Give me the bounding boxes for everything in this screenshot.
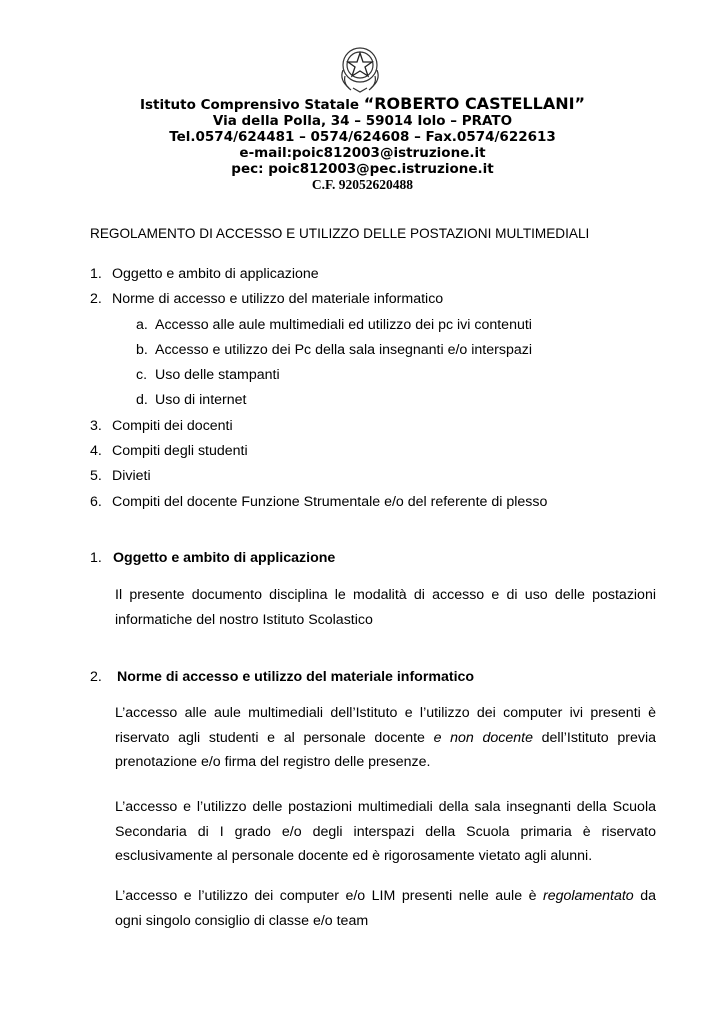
school-cf: C.F. 92052620488	[311, 177, 414, 192]
toc-text: Compiti degli studenti	[112, 443, 248, 460]
toc-num: c.	[136, 367, 148, 384]
toc-subitem	[90, 366, 690, 391]
toc-text: Oggetto e ambito di applicazione	[112, 266, 319, 282]
toc-item	[90, 417, 690, 442]
school-header	[0, 96, 725, 193]
text-run: da ogni singolo consiglio di classe e/o team	[115, 888, 656, 929]
section-2-paragraph-1	[115, 701, 656, 775]
toc-item	[90, 493, 690, 518]
section-2-paragraph-3	[115, 884, 656, 933]
toc-text: Compiti del docente Funzione Strumentale e/o del referente di plesso	[112, 493, 548, 510]
text-run: L’accesso alle aule multimediali dell’Istituto e l’utilizzo dei computer ivi presenti è riservato agli studenti e al personale docente	[115, 705, 656, 746]
toc-num: 3.	[90, 417, 102, 434]
toc-text: Divieti	[112, 468, 151, 485]
toc-subitem	[90, 316, 690, 341]
school-prefix: Istituto Comprensivo Statale	[139, 97, 364, 113]
section-title: Oggetto e ambito di applicazione	[113, 550, 336, 566]
toc-text: Uso di internet	[155, 392, 247, 409]
toc-item	[90, 442, 690, 467]
toc-text: Compiti dei docenti	[112, 417, 233, 434]
school-name: “ROBERTO CASTELLANI”	[363, 94, 586, 113]
section-num: 2.	[90, 669, 102, 685]
school-phone: Tel.0574/624481 – 0574/624608 – Fax.0574/622613	[169, 129, 556, 145]
text-run: L’accesso e l’utilizzo dei computer e/o LIM presenti nelle aule è	[115, 888, 543, 904]
text-run-italic: regolamentato	[543, 888, 634, 904]
toc-num: 1.	[90, 266, 102, 282]
text-run-italic: e non docente	[433, 729, 533, 746]
toc-num: d.	[136, 392, 148, 409]
toc-num: b.	[136, 341, 148, 358]
section-1-paragraph: Il presente documento disciplina le modalità di accesso e di uso delle postazioni informatiche del nostro Istituto Scolastico	[115, 587, 656, 628]
toc-text: Uso delle stampanti	[155, 367, 280, 384]
toc-item	[90, 265, 690, 290]
document-title: REGOLAMENTO DI ACCESSO E UTILIZZO DELLE POSTAZIONI MULTIMEDIALI	[90, 226, 590, 241]
section-num: 1.	[90, 550, 102, 566]
text-run: dell’Istituto previa prenotazione e/o firma del registro delle presenze.	[115, 729, 656, 770]
toc-num: a.	[136, 316, 148, 333]
toc-num: 4.	[90, 443, 102, 460]
toc-num: 6.	[90, 493, 102, 510]
table-of-contents	[90, 265, 690, 518]
section-1-heading	[90, 550, 335, 566]
toc-text: Accesso alle aule multimediali ed utilizzo dei pc ivi contenuti	[155, 316, 532, 333]
republic-emblem-icon	[335, 40, 385, 94]
toc-num: 2.	[90, 291, 102, 308]
school-address: Via della Polla, 34 – 59014 Iolo – PRATO	[212, 113, 513, 129]
toc-num: 5.	[90, 468, 102, 485]
school-name-line	[0, 96, 725, 113]
school-pec: pec: poic812003@pec.istruzione.it	[231, 161, 494, 177]
school-email: e-mail:poic812003@istruzione.it	[239, 145, 486, 161]
toc-item	[90, 467, 690, 492]
section-2-paragraph-2: L’accesso e l’utilizzo delle postazioni multimediali della sala insegnanti della Scuola Secondaria di I grado e/o degli interspazi della Scuola primaria è riservato esclusivamente al personale docente ed è rigorosamente vietato agli alunni.	[115, 799, 656, 864]
toc-item	[90, 290, 690, 315]
toc-subitem	[90, 391, 690, 416]
section-2-heading	[90, 669, 474, 685]
toc-text: Accesso e utilizzo dei Pc della sala insegnanti e/o interspazi	[155, 341, 532, 358]
toc-subitem	[90, 341, 690, 366]
toc-text: Norme di accesso e utilizzo del materiale informatico	[112, 291, 444, 308]
section-title: Norme di accesso e utilizzo del materiale informatico	[113, 669, 475, 685]
